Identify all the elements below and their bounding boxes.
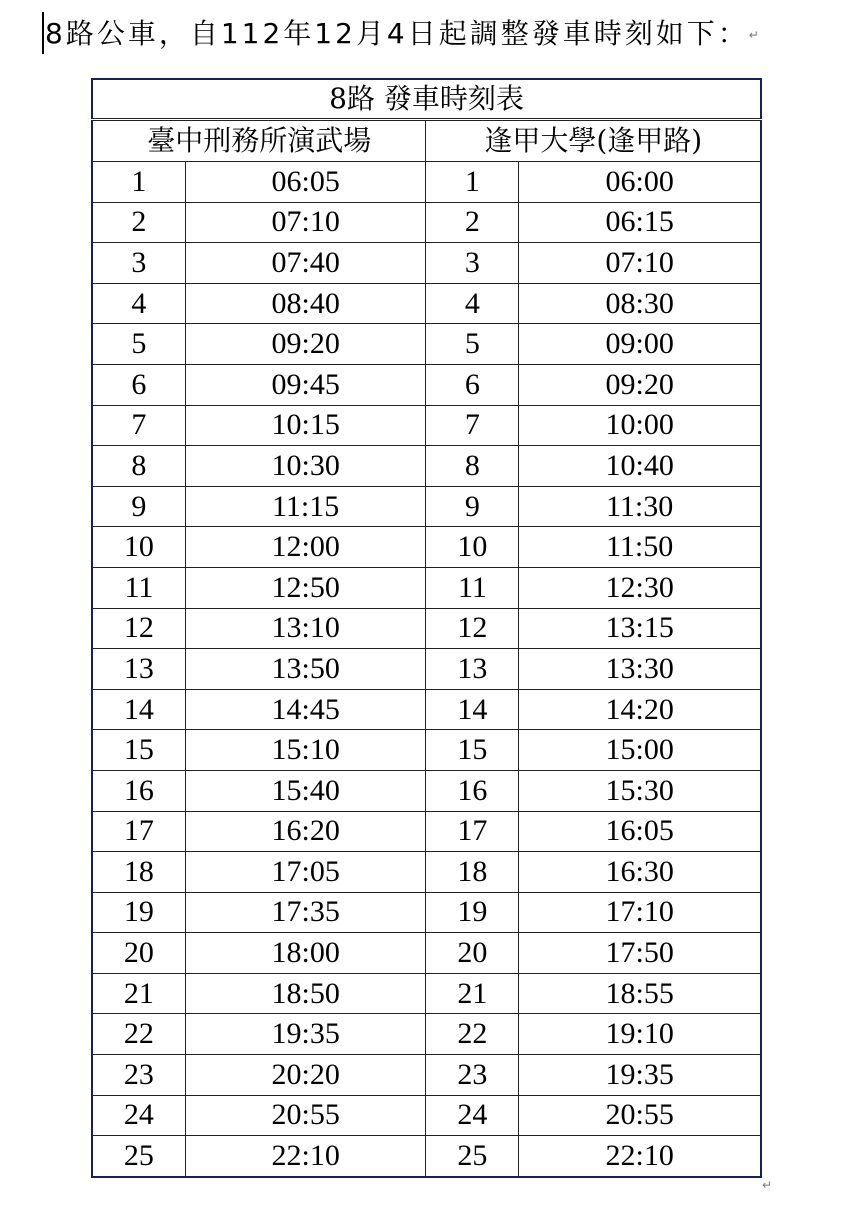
departure-time-destination[interactable]: 11:30 [519,486,761,527]
departure-time-origin[interactable]: 20:55 [185,1095,426,1136]
departure-number-origin[interactable]: 5 [92,324,185,365]
table-row [92,689,761,730]
departure-number-origin[interactable]: 17 [92,811,185,852]
departure-time-origin[interactable]: 06:05 [185,162,426,203]
table-row [92,730,761,771]
departure-number-destination[interactable]: 16 [426,770,519,811]
departure-time-origin[interactable]: 20:20 [185,1055,426,1096]
notice-heading[interactable] [45,14,759,55]
table-row [92,202,761,243]
departure-time-origin[interactable]: 09:20 [185,324,426,365]
departure-time-destination[interactable]: 16:05 [519,811,761,852]
departure-number-destination[interactable]: 17 [426,811,519,852]
table-row [92,405,761,446]
departure-time-origin[interactable]: 10:30 [185,446,426,487]
departure-time-destination[interactable]: 19:35 [519,1055,761,1096]
departure-time-destination[interactable]: 15:00 [519,730,761,771]
departure-number-origin[interactable]: 6 [92,364,185,405]
departure-number-destination[interactable]: 5 [426,324,519,365]
table-row [92,973,761,1014]
departure-number-origin[interactable]: 3 [92,243,185,284]
table-row [92,364,761,405]
table-row [92,243,761,284]
departure-number-origin[interactable]: 11 [92,567,185,608]
departure-time-destination[interactable]: 16:30 [519,852,761,893]
departure-number-destination[interactable]: 2 [426,202,519,243]
departure-time-origin[interactable]: 12:50 [185,567,426,608]
departure-number-destination[interactable]: 22 [426,1014,519,1055]
departure-number-destination[interactable]: 4 [426,283,519,324]
departure-number-destination[interactable]: 1 [426,162,519,203]
departure-number-origin[interactable]: 9 [92,486,185,527]
table-row [92,1055,761,1096]
departure-number-origin[interactable]: 21 [92,973,185,1014]
departure-number-destination[interactable]: 18 [426,852,519,893]
departure-number-destination[interactable]: 23 [426,1055,519,1096]
departure-number-destination[interactable]: 19 [426,892,519,933]
departure-number-destination[interactable]: 9 [426,486,519,527]
table-row [92,608,761,649]
departure-time-destination[interactable]: 12:30 [519,567,761,608]
departure-number-origin[interactable]: 24 [92,1095,185,1136]
departure-time-origin[interactable]: 12:00 [185,527,426,568]
table-row [92,770,761,811]
departure-time-origin[interactable]: 13:50 [185,649,426,690]
departure-time-origin[interactable]: 10:15 [185,405,426,446]
departure-number-origin[interactable]: 7 [92,405,185,446]
departure-time-destination[interactable]: 06:00 [519,162,761,203]
departure-number-destination[interactable]: 11 [426,567,519,608]
table-row [92,1014,761,1055]
stop-header-destination[interactable]: 逢甲大學(逢甲路) [426,120,761,162]
departure-number-destination[interactable]: 8 [426,446,519,487]
departure-number-origin[interactable]: 23 [92,1055,185,1096]
departure-time-origin[interactable]: 07:10 [185,202,426,243]
table-row [92,892,761,933]
departure-time-destination[interactable]: 19:10 [519,1014,761,1055]
departure-number-destination[interactable]: 12 [426,608,519,649]
departure-time-destination[interactable]: 06:15 [519,202,761,243]
departure-number-destination[interactable]: 6 [426,364,519,405]
departure-number-destination[interactable]: 24 [426,1095,519,1136]
departure-time-destination[interactable]: 10:00 [519,405,761,446]
departure-number-destination[interactable]: 21 [426,973,519,1014]
departure-number-destination[interactable]: 25 [426,1136,519,1177]
departure-number-origin[interactable]: 14 [92,689,185,730]
departure-time-origin[interactable]: 14:45 [185,689,426,730]
departure-number-origin[interactable]: 20 [92,933,185,974]
paragraph-mark-icon: ↵ [748,28,759,42]
stop-header-origin[interactable]: 臺中刑務所演武場 [92,120,426,162]
end-paragraph-mark-icon: ↵ [762,1178,773,1192]
departure-time-origin[interactable]: 16:20 [185,811,426,852]
timetable-title-row [92,79,761,120]
departure-number-origin[interactable]: 2 [92,202,185,243]
stop-header-row [92,120,761,162]
departure-time-destination[interactable]: 10:40 [519,446,761,487]
departure-number-origin[interactable]: 8 [92,446,185,487]
departure-time-destination[interactable]: 17:50 [519,933,761,974]
table-row [92,486,761,527]
departure-time-origin[interactable]: 17:05 [185,852,426,893]
departure-number-origin[interactable]: 4 [92,283,185,324]
departure-time-origin[interactable]: 07:40 [185,243,426,284]
departure-time-destination[interactable]: 13:15 [519,608,761,649]
departure-number-origin[interactable]: 10 [92,527,185,568]
departure-time-destination[interactable]: 18:55 [519,973,761,1014]
departure-number-origin[interactable]: 19 [92,892,185,933]
departure-time-destination[interactable]: 13:30 [519,649,761,690]
departure-time-origin[interactable]: 13:10 [185,608,426,649]
timetable-title[interactable]: 8路 發車時刻表 [92,79,761,120]
departure-number-origin[interactable]: 25 [92,1136,185,1177]
table-row [92,283,761,324]
departure-number-origin[interactable]: 13 [92,649,185,690]
departure-number-origin[interactable]: 15 [92,730,185,771]
departure-time-destination[interactable]: 14:20 [519,689,761,730]
departure-number-destination[interactable]: 3 [426,243,519,284]
departure-time-destination[interactable]: 11:50 [519,527,761,568]
notice-text: 8路公車，自112年12月4日起調整發車時刻如下： [45,17,749,50]
table-row [92,933,761,974]
departure-time-origin[interactable]: 08:40 [185,283,426,324]
table-row [92,811,761,852]
departure-number-destination[interactable]: 13 [426,649,519,690]
departure-time-destination[interactable]: 08:30 [519,283,761,324]
departure-time-destination[interactable]: 15:30 [519,770,761,811]
departure-number-destination[interactable]: 10 [426,527,519,568]
departure-number-destination[interactable]: 15 [426,730,519,771]
departure-time-destination[interactable]: 09:20 [519,364,761,405]
table-row [92,852,761,893]
departure-number-origin[interactable]: 12 [92,608,185,649]
departure-number-origin[interactable]: 22 [92,1014,185,1055]
table-row [92,1136,761,1177]
departure-time-origin[interactable]: 09:45 [185,364,426,405]
departure-time-origin[interactable]: 19:35 [185,1014,426,1055]
departure-number-destination[interactable]: 7 [426,405,519,446]
departure-time-origin[interactable]: 11:15 [185,486,426,527]
departure-time-destination[interactable]: 22:10 [519,1136,761,1177]
departure-time-destination[interactable]: 20:55 [519,1095,761,1136]
timetable [91,78,762,1178]
departure-time-origin[interactable]: 18:00 [185,933,426,974]
departure-number-destination[interactable]: 20 [426,933,519,974]
departure-number-origin[interactable]: 16 [92,770,185,811]
departure-time-origin[interactable]: 18:50 [185,973,426,1014]
table-row [92,527,761,568]
departure-number-origin[interactable]: 18 [92,852,185,893]
table-row [92,1095,761,1136]
table-row [92,324,761,365]
departure-time-destination[interactable]: 17:10 [519,892,761,933]
table-row [92,567,761,608]
table-row [92,649,761,690]
departure-time-destination[interactable]: 07:10 [519,243,761,284]
departure-time-destination[interactable]: 09:00 [519,324,761,365]
departure-time-origin[interactable]: 22:10 [185,1136,426,1177]
departure-time-origin[interactable]: 15:10 [185,730,426,771]
text-cursor [42,12,44,54]
departure-time-origin[interactable]: 17:35 [185,892,426,933]
departure-time-origin[interactable]: 15:40 [185,770,426,811]
departure-number-destination[interactable]: 14 [426,689,519,730]
table-row [92,446,761,487]
departure-number-origin[interactable]: 1 [92,162,185,203]
table-row [92,162,761,203]
